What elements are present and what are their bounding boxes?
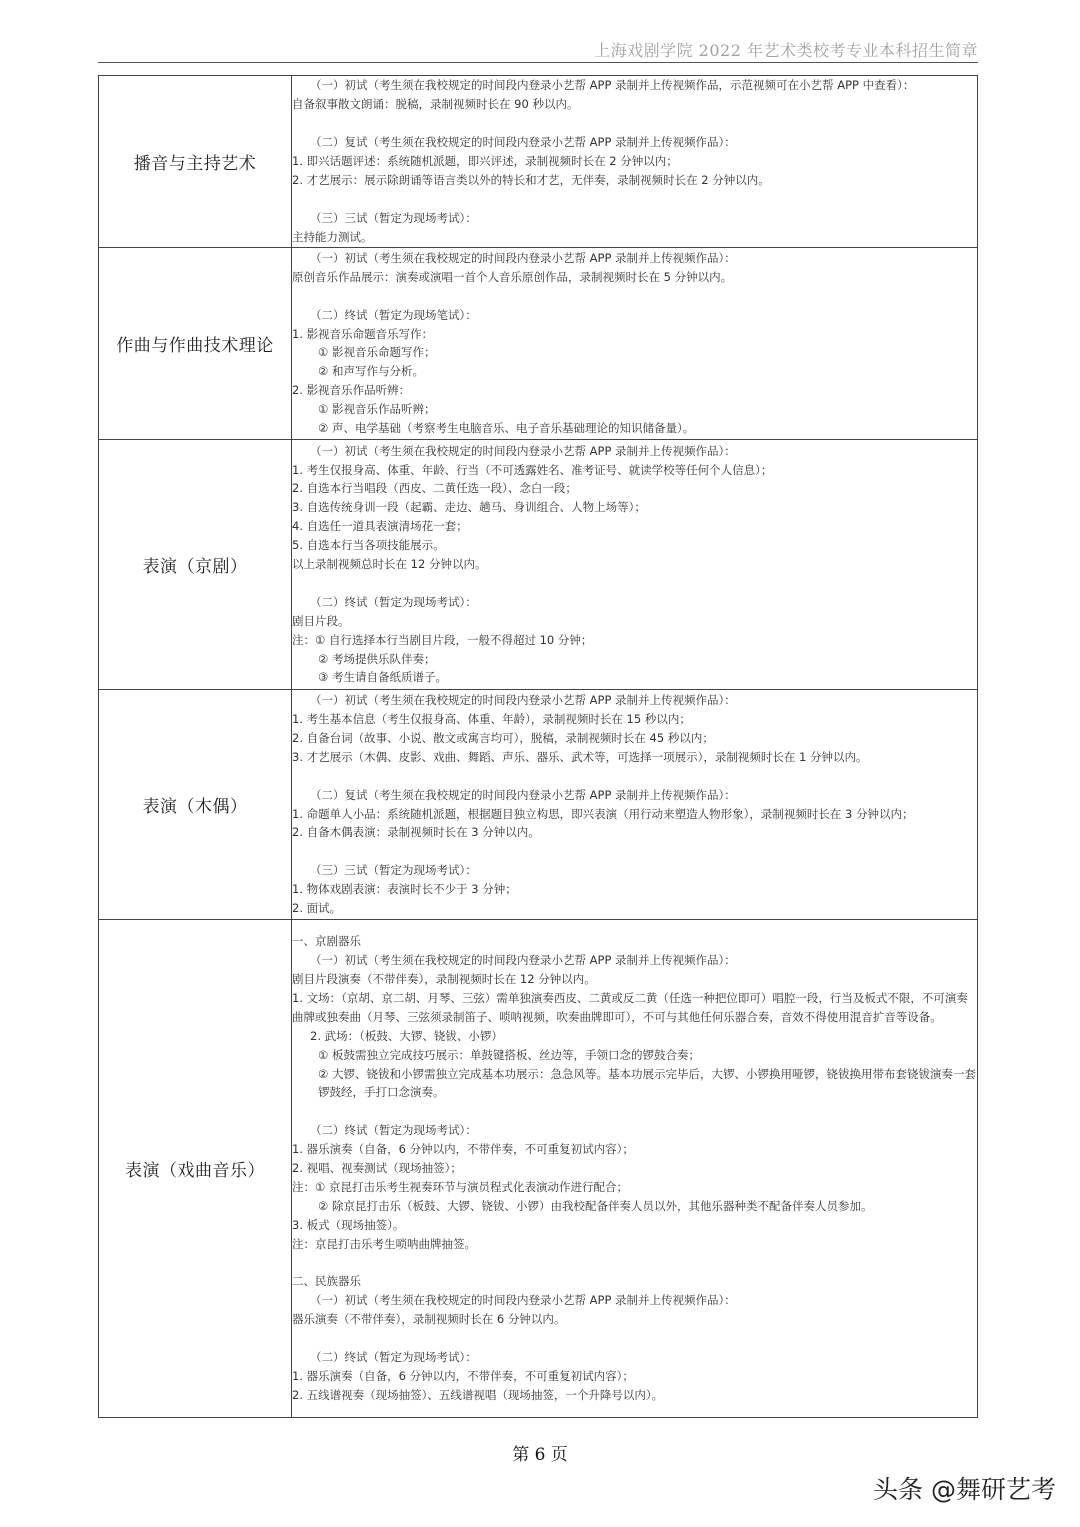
blank-line (292, 114, 977, 133)
content-line: （二）终试（暂定为现场笔试）： (310, 307, 477, 322)
content-line: 剧目片段。 (292, 613, 350, 628)
content-line: 2. 五线谱视奏（现场抽签）、五线谱视唱（现场抽签，一个升降号以内）。 (292, 1387, 664, 1402)
document-header-title: 上海戏剧学院 2022 年艺术类校考专业本科招生简章 (594, 41, 978, 60)
exam-content-cell (292, 920, 978, 1418)
blank-line (292, 842, 977, 861)
content-line: ② 除京昆打击乐（板鼓、大锣、铙钹、小锣）由我校配备伴奏人员以外，其他乐器种类不配备伴奏人员参加。 (318, 1198, 873, 1213)
content-line: 2. 自选本行当唱段（西皮、二黄任选一段）、念白一段； (292, 481, 577, 496)
content-line: 3. 自选传统身训一段（起霸、走边、趟马、身训组合、人物上场等）； (292, 500, 646, 515)
table-row (99, 690, 978, 920)
content-line: 1. 文场：（京胡、京二胡、月琴、三弦）需单独演奏西皮、二黄或反二黄（任选一种把位即可）唱腔一段，行当及板式不限，不可演奏曲牌或独奏曲（月琴、三弦须录制笛子、唢呐视频，吹奏曲牌即可），不可与其他任何乐器合奏，音效不得使用混音扩音等设备。 (292, 990, 968, 1024)
major-name-cell: 表演（京剧） (99, 440, 292, 690)
major-name-cell: 表演（戏曲音乐） (99, 920, 292, 1418)
major-name-cell: 作曲与作曲技术理论 (99, 248, 292, 440)
content-line: 自备叙事散文朗诵：脱稿，录制视频时长在 90 秒以内。 (292, 97, 579, 112)
content-line: 注：京昆打击乐考生唢呐曲牌抽签。 (292, 1236, 476, 1251)
table-row (99, 440, 978, 690)
admission-requirements-table (98, 75, 978, 1418)
content-line: 2. 自备木偶表演：录制视频时长在 3 分钟以内。 (292, 825, 540, 840)
content-line: 2. 面试。 (292, 901, 342, 916)
content-line: 1. 考生仅报身高、体重、年龄、行当（不可透露姓名、准考证号、就读学校等任何个人信息）； (292, 462, 773, 477)
content-line: 原创音乐作品展示：演奏或演唱一首个人音乐原创作品，录制视频时长在 5 分钟以内。 (292, 269, 733, 284)
content-line: 1. 考生基本信息（考生仅报身高、体重、年龄），录制视频时长在 15 秒以内； (292, 711, 691, 726)
content-line: 1. 物体戏剧表演：表演时长不少于 3 分钟； (292, 882, 517, 897)
blank-line (292, 1254, 977, 1273)
table-row (99, 76, 978, 248)
content-line: 4. 自选任一道具表演清场花一套； (292, 519, 468, 534)
content-line: 注：① 自行选择本行当剧目片段，一般不得超过 10 分钟； (292, 632, 593, 647)
content-line: 5. 自选本行当各项技能展示。 (292, 538, 445, 553)
blank-line (292, 1102, 977, 1121)
exam-content-cell (292, 248, 978, 440)
content-line: 1. 即兴话题评述：系统随机派题，即兴评述，录制视频时长在 2 分钟以内； (292, 154, 678, 169)
content-line: 3. 才艺展示（木偶、皮影、戏曲、舞蹈、声乐、器乐、武术等，可选择一项展示），录制视频时长在 1 分钟以内。 (292, 749, 868, 764)
content-line: 2. 自备台词（故事、小说、散文或寓言均可），脱稿，录制视频时长在 45 秒以内； (292, 730, 714, 745)
blank-line (292, 574, 977, 593)
content-line: （二）终试（暂定为现场考试）： (310, 1350, 477, 1365)
content-line: （一）初试（考生须在我校规定的时间段内登录小艺帮 APP 录制并上传视频作品）： (310, 1293, 736, 1308)
table-row (99, 248, 978, 440)
exam-content-cell (292, 440, 978, 690)
content-line: 注：① 京昆打击乐考生视奏环节与演员程式化表演动作进行配合； (292, 1179, 628, 1194)
content-line: 1. 影视音乐命题音乐写作： (292, 326, 434, 341)
major-name-cell: 播音与主持艺术 (99, 76, 292, 248)
content-line: ① 影视音乐作品听辨； (318, 402, 436, 417)
content-line: （一）初试（考生须在我校规定的时间段内登录小艺帮 APP 录制并上传视频作品）： (310, 250, 736, 265)
content-line: ③ 考生请自备纸质谱子。 (318, 670, 447, 685)
content-line: 1. 命题单人小品：系统随机派题，根据题目独立构思，即兴表演（用行动来塑造人物形象），录制视频时长在 3 分钟以内； (292, 806, 914, 821)
content-line: ① 板鼓需独立完成技巧展示：单鼓键搭板、丝边等，手领口念的锣鼓合奏； (318, 1047, 700, 1062)
content-line: 2. 视唱、视奏测试（现场抽签）； (292, 1161, 462, 1176)
content-line: ② 和声写作与分析。 (318, 364, 424, 379)
blank-line (292, 190, 977, 209)
content-line: 一、京剧器乐 (292, 934, 361, 949)
content-line: 器乐演奏（不带伴奏），录制视频时长在 6 分钟以内。 (292, 1312, 566, 1327)
content-line: 2. 影视音乐作品听辨： (292, 383, 411, 398)
content-line: ② 大锣、铙钹和小锣需独立完成基本功展示：急急风等。基本功展示完毕后，大锣、小锣换用哑锣，铙钹换用带布套铙钹演奏一套锣鼓经，手打口念演奏。 (318, 1066, 976, 1100)
content-line: （一）初试（考生须在我校规定的时间段内登录小艺帮 APP 录制并上传视频作品）： (310, 443, 736, 458)
content-line: （二）终试（暂定为现场考试）： (310, 1123, 477, 1138)
content-line: （一）初试（考生须在我校规定的时间段内登录小艺帮 APP 录制并上传视频作品）： (310, 953, 736, 968)
source-watermark: 头条 @舞研艺考 (873, 1475, 1056, 1504)
content-line: ② 声、电学基础（考察考生电脑音乐、电子音乐基础理论的知识储备量）。 (318, 421, 695, 436)
content-line: 2. 武场：（板鼓、大锣、铙钹、小锣） (310, 1028, 503, 1043)
content-line: （二）复试（考生须在我校规定的时间段内登录小艺帮 APP 录制并上传视频作品）： (310, 135, 736, 150)
content-line: ① 影视音乐命题写作； (318, 345, 436, 360)
content-line: 2. 才艺展示：展示除朗诵等语言类以外的特长和才艺，无伴奏，录制视频时长在 2 分钟以内。 (292, 172, 770, 187)
content-line: （二）终试（暂定为现场考试）： (310, 594, 477, 609)
content-line: 3. 板式（现场抽签）。 (292, 1217, 405, 1232)
content-line: 以上录制视频总时长在 12 分钟以内。 (292, 557, 487, 572)
table-row (99, 920, 978, 1418)
exam-content-cell (292, 76, 978, 248)
content-line: ② 考场提供乐队伴奏； (318, 651, 436, 666)
page-number: 第 6 页 (512, 1445, 568, 1465)
exam-content-cell (292, 690, 978, 920)
blank-line (292, 287, 977, 306)
header-divider (98, 62, 978, 63)
content-line: 二、民族器乐 (292, 1274, 361, 1289)
content-line: 剧目片段演奏（不带伴奏），录制视频时长在 12 分钟以内。 (292, 972, 596, 986)
content-line: （三）三试（暂定为现场考试）： (310, 210, 477, 225)
major-name-cell: 表演（木偶） (99, 690, 292, 920)
content-line: （一）初试（考生须在我校规定的时间段内登录小艺帮 APP 录制并上传视频作品）： (310, 693, 736, 708)
content-line: 1. 器乐演奏（自备，6 分钟以内，不带伴奏，不可重复初试内容）； (292, 1368, 634, 1383)
blank-line (292, 1329, 977, 1348)
content-line: 1. 器乐演奏（自备，6 分钟以内，不带伴奏，不可重复初试内容）； (292, 1142, 634, 1157)
content-line: （二）复试（考生须在我校规定的时间段内登录小艺帮 APP 录制并上传视频作品）： (310, 787, 736, 802)
content-line: 主持能力测试。 (292, 229, 373, 244)
blank-line (292, 767, 977, 786)
content-line: （三）三试（暂定为现场考试）： (310, 863, 477, 878)
content-line: （一）初试（考生须在我校规定的时间段内登录小艺帮 APP 录制并上传视频作品，示范视频可在小艺帮 APP 中查看）： (310, 78, 915, 93)
